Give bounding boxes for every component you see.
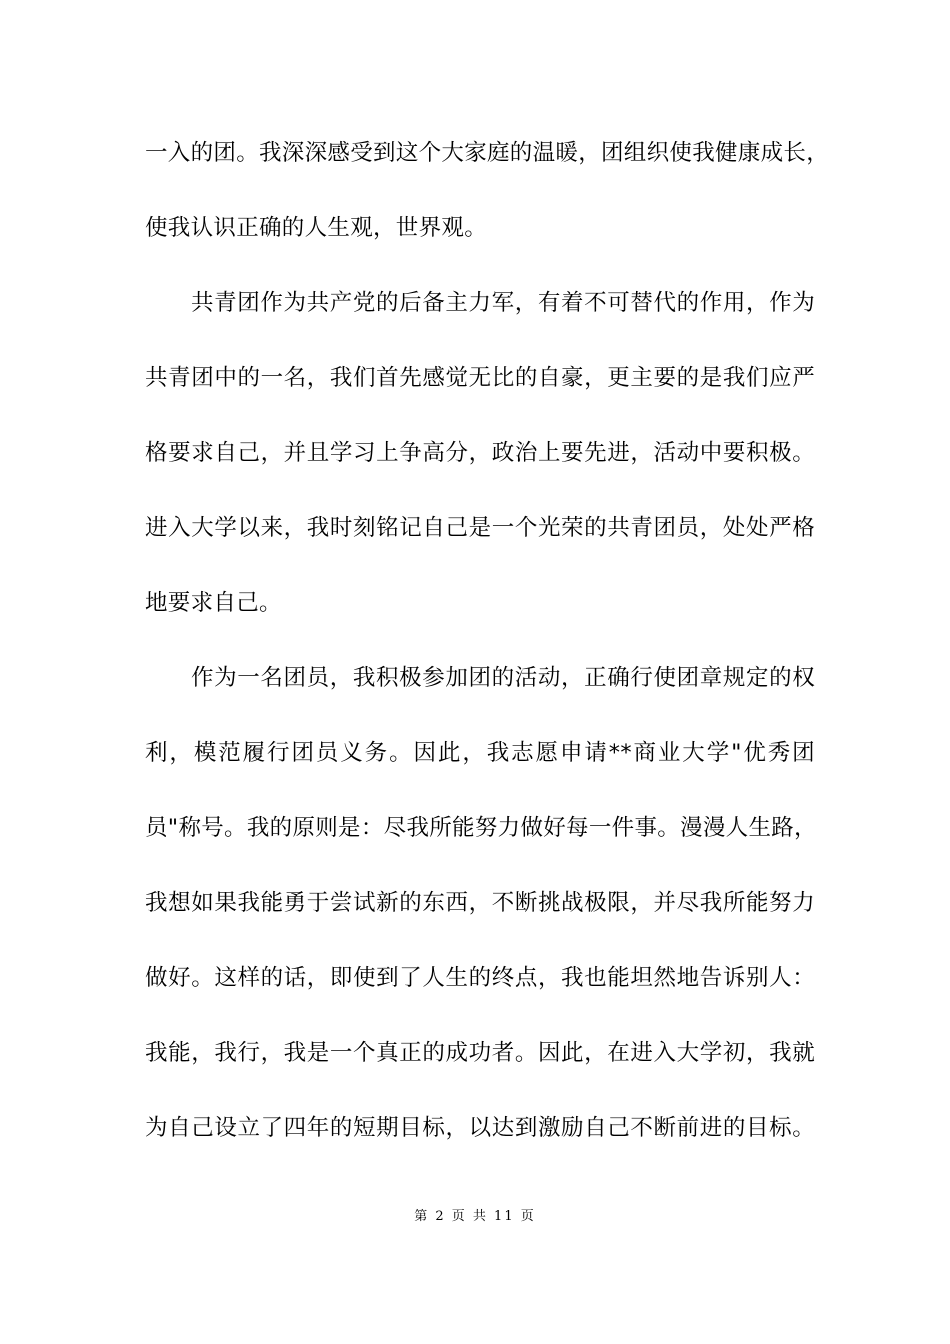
paragraph-line: 一入的团。我深深感受到这个大家庭的温暖，团组织使我健康成长，: [145, 140, 830, 166]
paragraph-line: 进入大学以来，我时刻铭记自己是一个光荣的共青团员，处处严格: [145, 515, 815, 541]
paragraph-line: 员"称号。我的原则是：尽我所能努力做好每一件事。漫漫人生路，: [145, 815, 817, 841]
paragraph-line: 使我认识正确的人生观，世界观。: [145, 215, 488, 241]
paragraph-line: 共青团作为共产党的后备主力军，有着不可替代的作用，作为: [191, 290, 815, 316]
page-footer: 第 2 页 共 11 页: [414, 1209, 536, 1224]
paragraph-line: 为自己设立了四年的短期目标，以达到激励自己不断前进的目标。: [145, 1115, 815, 1141]
paragraph-line: 作为一名团员，我积极参加团的活动，正确行使团章规定的权: [191, 665, 815, 691]
paragraph-line: 做好。这样的话，即使到了人生的终点，我也能坦然地告诉别人：: [145, 965, 815, 991]
paragraph-line: 格要求自己，并且学习上争高分，政治上要先进，活动中要积极。: [145, 440, 815, 466]
paragraph-line: 地要求自己。: [145, 590, 282, 616]
paragraph-line: 共青团中的一名，我们首先感觉无比的自豪，更主要的是我们应严: [145, 365, 815, 391]
paragraph-line: 利，模范履行团员义务。因此，我志愿申请**商业大学"优秀团: [145, 740, 815, 766]
paragraph-line: 我能，我行，我是一个真正的成功者。因此，在进入大学初，我就: [145, 1040, 815, 1066]
paragraph-line: 我想如果我能勇于尝试新的东西，不断挑战极限，并尽我所能努力: [145, 890, 815, 916]
